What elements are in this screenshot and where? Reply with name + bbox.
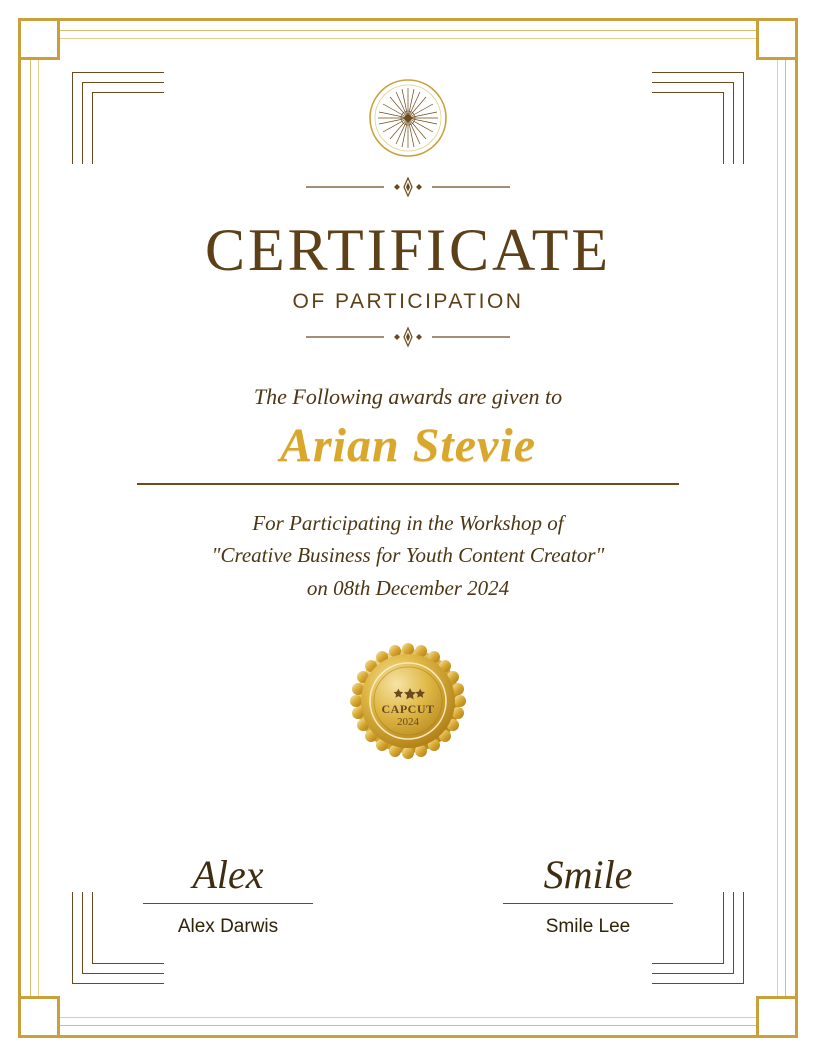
- divider-ornament-top: [298, 176, 518, 198]
- signature-block-1: [128, 849, 328, 939]
- certificate-subtitle: OF PARTICIPATION: [292, 290, 524, 313]
- certificate-title: CERTIFICATE: [204, 217, 612, 283]
- signatory-name-2: Smile Lee: [545, 916, 631, 937]
- recipient-name: Arian Stevie: [279, 419, 536, 472]
- signature-rule-2: [503, 903, 673, 905]
- signature-script-2: Smile: [543, 851, 633, 897]
- corner-square-bottom-right: [756, 996, 798, 1038]
- body-line-2: "Creative Business for Youth Content Creator": [211, 543, 605, 568]
- body-line-1: For Participating in the Workshop of: [252, 510, 564, 535]
- signature-rule-1: [143, 903, 313, 905]
- gold-seal: [0, 642, 816, 760]
- sunburst-emblem-icon: [368, 78, 448, 158]
- recipient-name-rule: [137, 483, 679, 485]
- seal-label: CAPCUT: [381, 702, 435, 717]
- certificate-body: [0, 507, 816, 605]
- signature-script-1: Alex: [192, 851, 264, 897]
- awarded-line: The Following awards are given to: [253, 384, 563, 409]
- divider-ornament-bottom: [298, 326, 518, 348]
- signature-area: [0, 849, 816, 939]
- corner-square-bottom-left: [18, 996, 60, 1038]
- signature-block-2: [488, 849, 688, 939]
- seal-year: 2024: [397, 716, 419, 729]
- body-line-3: on 08th December 2024: [306, 575, 510, 600]
- signatory-name-1: Alex Darwis: [177, 916, 279, 937]
